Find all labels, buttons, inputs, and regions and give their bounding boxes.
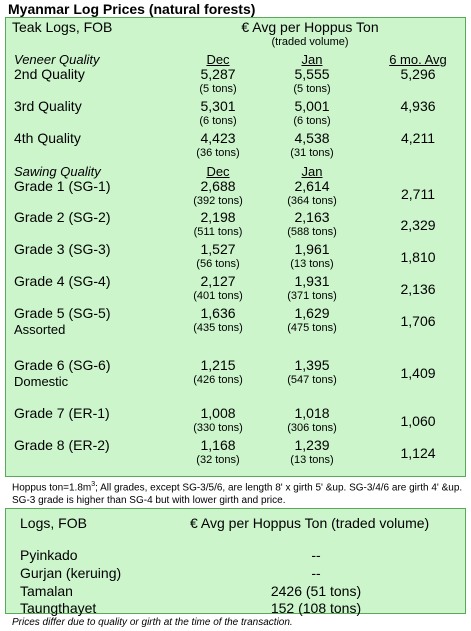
- dec-price: 2,127: [200, 273, 236, 289]
- sawing-col-dec-header: Dec: [206, 164, 230, 179]
- row-name: 4th Quality: [14, 130, 81, 146]
- jan-price: 1,239: [294, 437, 330, 453]
- log-species-name: Pyinkado: [20, 547, 78, 563]
- dec-volume: (511 tons): [193, 226, 243, 238]
- grade-name: Grade 6 (SG-6): [14, 357, 111, 373]
- grade-name: Grade 5 (SG-5): [14, 305, 111, 321]
- grade-sub-label: Domestic: [14, 374, 69, 389]
- log-species-value: --: [311, 547, 321, 563]
- veneer-heading: Veneer Quality: [14, 52, 100, 67]
- logs-label: Logs, FOB: [20, 515, 87, 531]
- dec-price: 5,301: [200, 98, 236, 114]
- log-species-value: --: [311, 565, 321, 581]
- avg-price: 2,329: [400, 217, 436, 233]
- col-jan-header: Jan: [301, 52, 323, 67]
- teak-label: Teak Logs, FOB: [12, 19, 113, 35]
- jan-volume: (475 tons): [287, 322, 337, 334]
- avg-price: 1,124: [400, 445, 436, 461]
- dec-price: 4,423: [200, 130, 236, 146]
- avg-price: 1,810: [400, 249, 436, 265]
- jan-volume: (371 tons): [287, 290, 337, 302]
- jan-price: 1,961: [294, 241, 330, 257]
- jan-volume: (13 tons): [290, 454, 334, 466]
- jan-volume: (5 tons): [293, 83, 331, 95]
- dec-volume: (6 tons): [199, 115, 237, 127]
- dec-price: 1,215: [200, 357, 236, 373]
- dec-volume: (392 tons): [193, 195, 243, 207]
- sawing-col-jan-header: Jan: [301, 164, 323, 179]
- row-name: 3rd Quality: [14, 98, 82, 114]
- dec-volume: (5 tons): [199, 83, 237, 95]
- grade-name: Grade 2 (SG-2): [14, 209, 111, 225]
- logs-unit: € Avg per Hoppus Ton (traded volume): [190, 515, 430, 531]
- avg-price: 4,936: [400, 98, 436, 114]
- avg-price: 2,711: [401, 186, 435, 202]
- dec-price: 1,527: [200, 241, 236, 257]
- jan-price: 5,555: [294, 66, 330, 82]
- avg-price: 4,211: [401, 130, 435, 146]
- jan-price: 1,931: [294, 273, 330, 289]
- hoppus-note: Hoppus $ton=1.8m^3$; All grades, except SG-3/5/6, are length 8' x girth 5' &up. SG-3/4/6 are girth 4' &up. SG-3 grade is higher than SG-4 but with lower girth and price.: [12, 481, 463, 507]
- dec-volume: (56 tons): [196, 258, 240, 270]
- avg-price: 1,409: [400, 365, 436, 381]
- sawing-heading: Sawing Quality: [14, 164, 101, 179]
- col-avg-header: 6 mo. Avg: [389, 52, 447, 67]
- dec-price: 2,198: [200, 209, 236, 225]
- jan-price: 1,018: [294, 405, 330, 421]
- dec-volume: (426 tons): [193, 374, 243, 386]
- jan-volume: (31 tons): [290, 147, 334, 159]
- dec-volume: (330 tons): [193, 422, 243, 434]
- avg-price: 5,296: [400, 66, 436, 82]
- dec-price: 5,287: [200, 66, 236, 82]
- log-species-value: 2426 (51 tons): [270, 583, 362, 599]
- jan-volume: (306 tons): [287, 422, 337, 434]
- grade-sub-label: Assorted: [14, 322, 66, 337]
- dec-price: 2,688: [200, 178, 236, 194]
- jan-price: 2,163: [294, 209, 330, 225]
- dec-volume: (435 tons): [193, 322, 243, 334]
- jan-price: 2,614: [294, 178, 330, 194]
- dec-price: 1,168: [200, 437, 236, 453]
- avg-price: 2,136: [400, 281, 436, 297]
- page-title: Myanmar Log Prices (natural forests): [8, 1, 256, 17]
- dec-price: 1,636: [200, 305, 236, 321]
- log-species-name: Tamalan: [20, 583, 73, 599]
- grade-name: Grade 7 (ER-1): [14, 405, 110, 421]
- teak-unit-sub: (traded volume): [271, 36, 349, 48]
- log-species-name: Gurjan (keruing): [20, 565, 122, 581]
- jan-volume: (6 tons): [293, 115, 331, 127]
- avg-price: 1,060: [400, 413, 436, 429]
- dec-price: 1,008: [200, 405, 236, 421]
- jan-volume: (364 tons): [287, 195, 337, 207]
- avg-price: 1,706: [400, 313, 436, 329]
- jan-price: 5,001: [294, 98, 330, 114]
- jan-volume: (588 tons): [287, 226, 337, 238]
- col-dec-header: Dec: [206, 52, 230, 67]
- jan-price: 1,629: [294, 305, 330, 321]
- row-name: 2nd Quality: [14, 66, 85, 82]
- grade-name: Grade 3 (SG-3): [14, 241, 111, 257]
- grade-name: Grade 4 (SG-4): [14, 273, 111, 289]
- footer-note: Prices differ due to quality or girth at the time of the transaction.: [12, 617, 293, 628]
- jan-price: 1,395: [294, 357, 330, 373]
- log-species-name: Taungthayet: [20, 600, 97, 616]
- teak-unit: € Avg per Hoppus Ton: [241, 19, 379, 35]
- dec-volume: (401 tons): [193, 290, 243, 302]
- grade-name: Grade 8 (ER-2): [14, 437, 110, 453]
- jan-volume: (13 tons): [290, 258, 334, 270]
- jan-volume: (547 tons): [287, 374, 337, 386]
- dec-volume: (36 tons): [196, 147, 240, 159]
- jan-price: 4,538: [294, 130, 330, 146]
- grade-name: Grade 1 (SG-1): [14, 178, 111, 194]
- dec-volume: (32 tons): [196, 454, 240, 466]
- log-species-value: 152 (108 tons): [270, 600, 362, 616]
